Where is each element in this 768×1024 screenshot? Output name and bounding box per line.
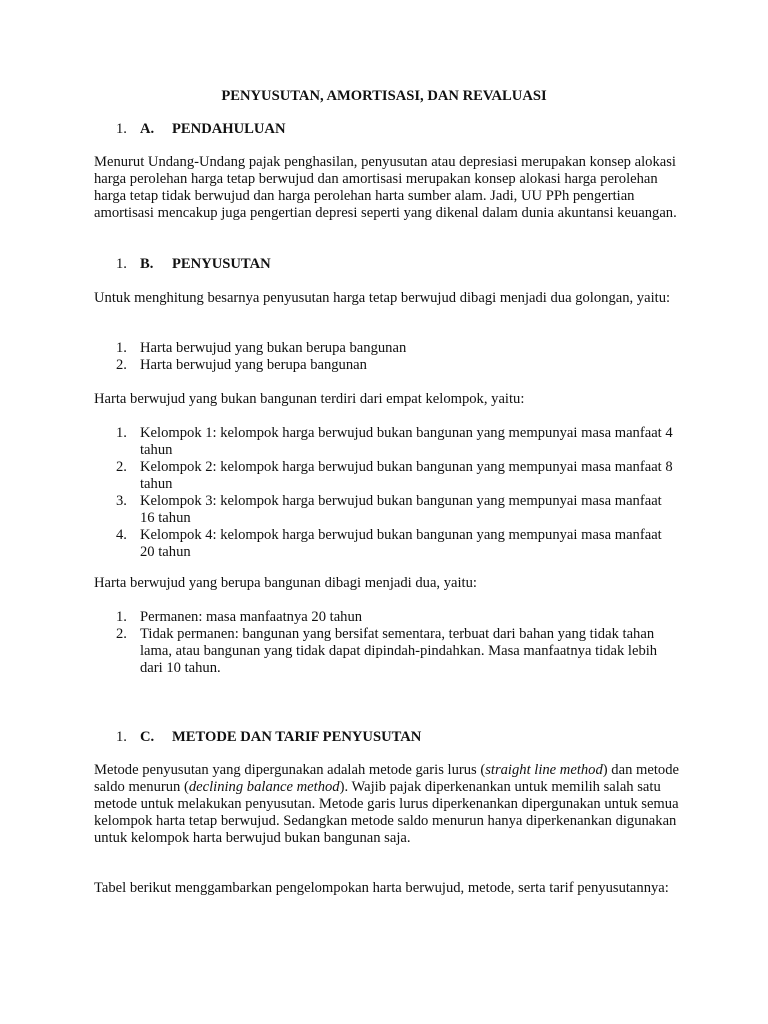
list-item: 4. Kelompok 4: kelompok harga berwujud bukan bangunan yang mempunyai masa manfaat 20 tahun xyxy=(116,527,662,560)
list-item: 2. Tidak permanen: bangunan yang bersifat sementara, terbuat dari bahan yang tidak tahan lama, atau bangunan yang tidak dapat dipindah-pindahkan. Masa manfaatnya tidak lebih dari 10 tahun. xyxy=(116,626,658,676)
section-c-paragraph: Metode penyusutan yang dipergunakan adalah metode garis lurus (straight line method) dan metode saldo menurun (declining balance method). Wajib pajak diperkenankan untuk memilih salah satu metode untuk melakukan penyusutan. Metode garis lurus diperkenankan dipergunakan untuk semua kelompok harta tetap berwujud. Sedangkan metode saldo menurun hanya diperkenankan digunakan untuk kelompok harta berwujud bukan bangunan saja. xyxy=(94,762,679,846)
document-title: PENYUSUTAN, AMORTISASI, DAN REVALUASI xyxy=(221,88,547,104)
golongan-list xyxy=(116,340,676,374)
bangunan-list xyxy=(116,609,676,677)
bangunan-intro: Harta berwujud yang berupa bangunan dibagi menjadi dua, yaitu: xyxy=(94,575,477,591)
section-c-heading xyxy=(116,729,421,746)
section-b-letter: B. xyxy=(140,256,154,272)
list-item: 2. Kelompok 2: kelompok harga berwujud bukan bangunan yang mempunyai masa manfaat 8 tahun xyxy=(116,459,673,492)
section-b-title: PENYUSUTAN xyxy=(172,256,271,272)
section-a-number: 1. xyxy=(116,121,127,137)
section-b-number: 1. xyxy=(116,256,127,272)
section-c-title: METODE DAN TARIF PENYUSUTAN xyxy=(172,729,422,745)
section-b-heading xyxy=(116,256,271,273)
list-item: 1. Harta berwujud yang bukan berupa bangunan xyxy=(116,340,407,356)
section-a-heading xyxy=(116,121,286,138)
section-b-intro: Untuk menghitung besarnya penyusutan harga tetap berwujud dibagi menjadi dua golongan, yaitu: xyxy=(94,290,671,306)
list-item: 2. Harta berwujud yang berupa bangunan xyxy=(116,357,367,373)
section-c-table-intro: Tabel berikut menggambarkan pengelompokan harta berwujud, metode, serta tarif penyusutannya: xyxy=(94,880,669,896)
list-item: 1. Permanen: masa manfaatnya 20 tahun xyxy=(116,609,363,625)
kelompok-intro: Harta berwujud yang bukan bangunan terdiri dari empat kelompok, yaitu: xyxy=(94,391,525,407)
section-a-title: PENDAHULUAN xyxy=(172,121,286,137)
list-item: 1. Kelompok 1: kelompok harga berwujud bukan bangunan yang mempunyai masa manfaat 4 tahun xyxy=(116,425,673,458)
section-c-letter: C. xyxy=(140,729,155,745)
kelompok-list xyxy=(116,425,676,561)
section-c-number: 1. xyxy=(116,729,127,745)
section-a-letter: A. xyxy=(140,121,155,137)
section-a-paragraph: Menurut Undang-Undang pajak penghasilan, penyusutan atau depresiasi merupakan konsep alokasi harga perolehan harga tetap berwujud dan amortisasi merupakan konsep alokasi harga perolehan harga tetap tidak berwujud dan harga perolehan harta sumber alam. Jadi, UU PPh pengertian amortisasi mencakup juga pengertian depresi seperti yang dikenal dalam dunia akuntansi keuangan. xyxy=(94,154,677,221)
list-item: 3. Kelompok 3: kelompok harga berwujud bukan bangunan yang mempunyai masa manfaat 16 tahun xyxy=(116,493,662,526)
